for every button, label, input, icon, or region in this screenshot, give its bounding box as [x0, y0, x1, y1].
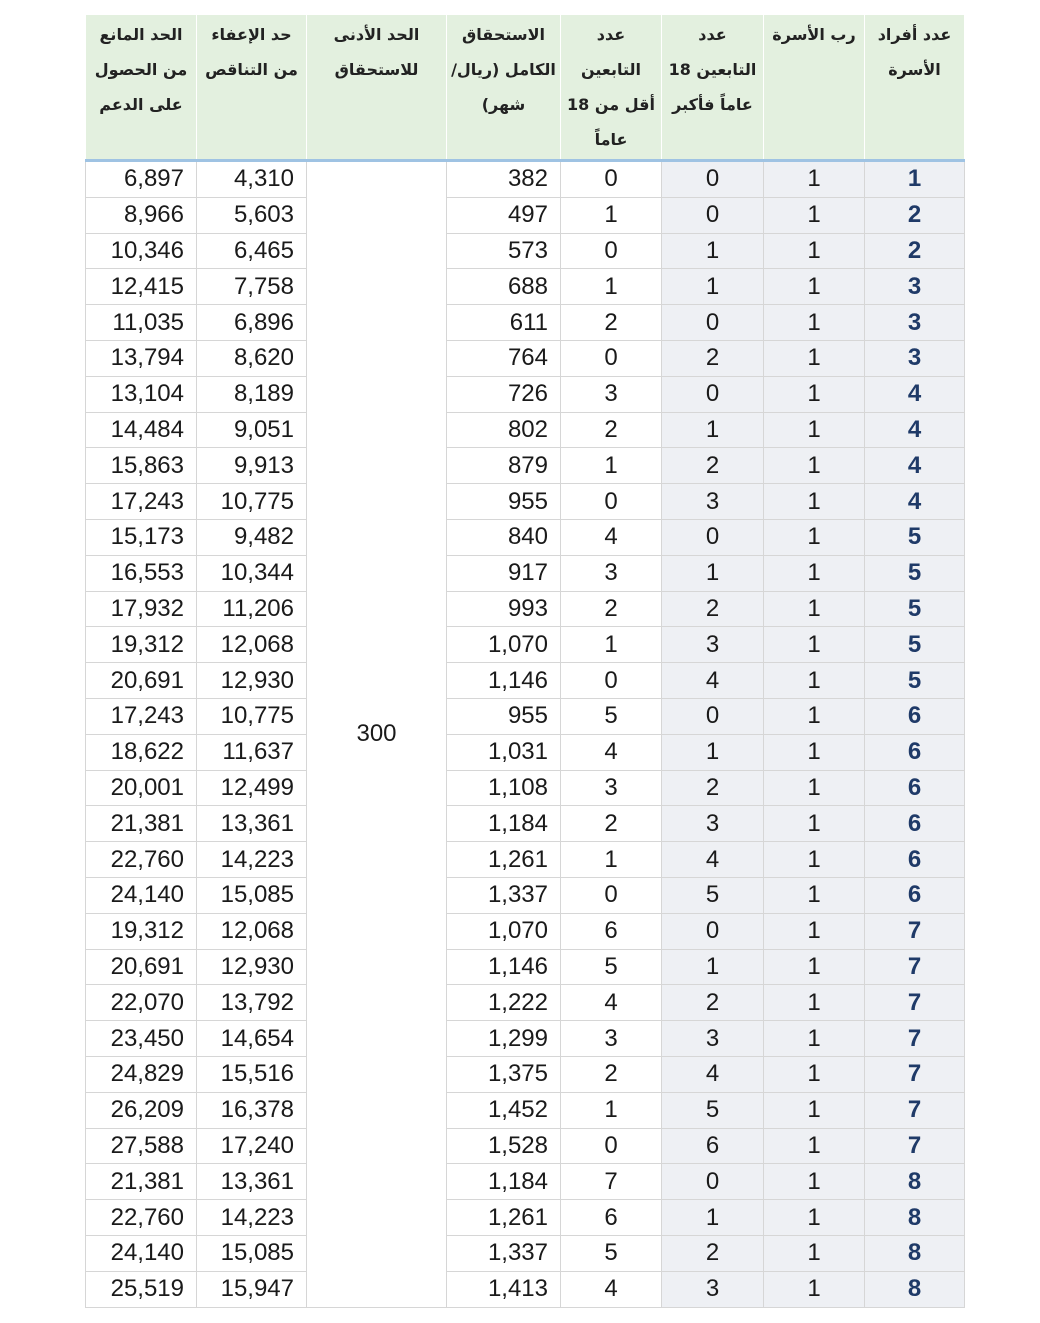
cell-dependents-18-plus: 3 [662, 806, 764, 842]
cell-head-of-family: 1 [764, 770, 865, 806]
cell-dependents-18-plus: 2 [662, 985, 764, 1021]
cell-full-entitlement: 955 [447, 698, 561, 734]
table-header-row [86, 15, 965, 161]
cell-family-size: 6 [865, 842, 965, 878]
cell-dependents-18-plus: 5 [662, 1092, 764, 1128]
cell-exclusion-limit: 21,381 [86, 806, 197, 842]
cell-dependents-under-18: 0 [561, 233, 662, 269]
cell-dependents-under-18: 6 [561, 913, 662, 949]
cell-exclusion-limit: 20,691 [86, 949, 197, 985]
cell-full-entitlement: 802 [447, 412, 561, 448]
cell-exclusion-limit: 8,966 [86, 197, 197, 233]
cell-head-of-family: 1 [764, 1128, 865, 1164]
cell-dependents-18-plus: 3 [662, 1271, 764, 1307]
cell-dependents-under-18: 3 [561, 555, 662, 591]
cell-head-of-family: 1 [764, 305, 865, 341]
cell-full-entitlement: 1,146 [447, 949, 561, 985]
cell-exemption-limit: 10,775 [197, 484, 307, 520]
cell-exemption-limit: 10,775 [197, 698, 307, 734]
header-minimum-entitlement: الحد الأدنى للاستحقاق [307, 15, 447, 161]
cell-family-size: 5 [865, 663, 965, 699]
cell-exemption-limit: 10,344 [197, 555, 307, 591]
cell-dependents-under-18: 1 [561, 197, 662, 233]
cell-dependents-under-18: 4 [561, 985, 662, 1021]
cell-exemption-limit: 11,637 [197, 734, 307, 770]
cell-full-entitlement: 879 [447, 448, 561, 484]
cell-dependents-18-plus: 1 [662, 1200, 764, 1236]
cell-dependents-under-18: 2 [561, 1056, 662, 1092]
cell-head-of-family: 1 [764, 806, 865, 842]
cell-dependents-18-plus: 2 [662, 340, 764, 376]
cell-exclusion-limit: 12,415 [86, 269, 197, 305]
cell-dependents-18-plus: 1 [662, 949, 764, 985]
cell-exemption-limit: 5,603 [197, 197, 307, 233]
cell-dependents-18-plus: 1 [662, 412, 764, 448]
cell-full-entitlement: 764 [447, 340, 561, 376]
cell-family-size: 8 [865, 1164, 965, 1200]
cell-dependents-under-18: 1 [561, 627, 662, 663]
table-row [86, 448, 965, 484]
cell-full-entitlement: 1,070 [447, 627, 561, 663]
cell-head-of-family: 1 [764, 1056, 865, 1092]
cell-full-entitlement: 917 [447, 555, 561, 591]
cell-head-of-family: 1 [764, 412, 865, 448]
cell-family-size: 7 [865, 985, 965, 1021]
cell-family-size: 7 [865, 949, 965, 985]
cell-head-of-family: 1 [764, 161, 865, 198]
cell-dependents-under-18: 0 [561, 340, 662, 376]
cell-dependents-under-18: 2 [561, 806, 662, 842]
cell-family-size: 6 [865, 770, 965, 806]
cell-family-size: 4 [865, 376, 965, 412]
cell-full-entitlement: 1,337 [447, 1235, 561, 1271]
cell-head-of-family: 1 [764, 627, 865, 663]
cell-head-of-family: 1 [764, 734, 865, 770]
cell-exclusion-limit: 24,829 [86, 1056, 197, 1092]
table-row [86, 1128, 965, 1164]
cell-head-of-family: 1 [764, 663, 865, 699]
cell-exclusion-limit: 27,588 [86, 1128, 197, 1164]
cell-family-size: 2 [865, 197, 965, 233]
cell-exclusion-limit: 23,450 [86, 1021, 197, 1057]
cell-head-of-family: 1 [764, 842, 865, 878]
cell-exemption-limit: 17,240 [197, 1128, 307, 1164]
table-row [86, 985, 965, 1021]
cell-exemption-limit: 7,758 [197, 269, 307, 305]
cell-dependents-under-18: 0 [561, 161, 662, 198]
cell-full-entitlement: 993 [447, 591, 561, 627]
cell-full-entitlement: 1,452 [447, 1092, 561, 1128]
cell-head-of-family: 1 [764, 877, 865, 913]
cell-exclusion-limit: 24,140 [86, 1235, 197, 1271]
table-row [86, 913, 965, 949]
cell-head-of-family: 1 [764, 1200, 865, 1236]
cell-dependents-18-plus: 5 [662, 877, 764, 913]
table-row [86, 233, 965, 269]
cell-dependents-18-plus: 4 [662, 842, 764, 878]
table-row [86, 1164, 965, 1200]
cell-dependents-18-plus: 0 [662, 519, 764, 555]
cell-dependents-under-18: 5 [561, 949, 662, 985]
cell-family-size: 5 [865, 555, 965, 591]
cell-exemption-limit: 14,654 [197, 1021, 307, 1057]
cell-dependents-under-18: 4 [561, 519, 662, 555]
cell-family-size: 5 [865, 627, 965, 663]
cell-exclusion-limit: 24,140 [86, 877, 197, 913]
cell-dependents-18-plus: 1 [662, 734, 764, 770]
cell-dependents-18-plus: 1 [662, 233, 764, 269]
cell-exemption-limit: 15,085 [197, 877, 307, 913]
cell-dependents-18-plus: 0 [662, 376, 764, 412]
cell-full-entitlement: 1,261 [447, 842, 561, 878]
cell-dependents-under-18: 5 [561, 1235, 662, 1271]
cell-dependents-18-plus: 2 [662, 770, 764, 806]
cell-family-size: 5 [865, 591, 965, 627]
cell-dependents-18-plus: 4 [662, 663, 764, 699]
cell-exemption-limit: 15,516 [197, 1056, 307, 1092]
cell-full-entitlement: 1,031 [447, 734, 561, 770]
table-row [86, 1092, 965, 1128]
cell-exclusion-limit: 14,484 [86, 412, 197, 448]
cell-dependents-18-plus: 6 [662, 1128, 764, 1164]
cell-family-size: 6 [865, 877, 965, 913]
cell-dependents-under-18: 1 [561, 448, 662, 484]
table-row [86, 412, 965, 448]
table-row [86, 663, 965, 699]
cell-exemption-limit: 12,068 [197, 627, 307, 663]
header-full-entitlement: الاستحقاق الكامل (ريال/شهر) [447, 15, 561, 161]
cell-exclusion-limit: 22,070 [86, 985, 197, 1021]
table-row [86, 806, 965, 842]
table-row [86, 340, 965, 376]
cell-exclusion-limit: 22,760 [86, 1200, 197, 1236]
cell-exemption-limit: 13,361 [197, 806, 307, 842]
table-row [86, 842, 965, 878]
cell-dependents-18-plus: 0 [662, 305, 764, 341]
cell-full-entitlement: 726 [447, 376, 561, 412]
cell-exclusion-limit: 17,243 [86, 698, 197, 734]
cell-family-size: 7 [865, 1128, 965, 1164]
cell-head-of-family: 1 [764, 376, 865, 412]
cell-family-size: 8 [865, 1200, 965, 1236]
cell-dependents-18-plus: 1 [662, 269, 764, 305]
cell-head-of-family: 1 [764, 1164, 865, 1200]
cell-head-of-family: 1 [764, 591, 865, 627]
cell-dependents-under-18: 6 [561, 1200, 662, 1236]
cell-dependents-under-18: 7 [561, 1164, 662, 1200]
cell-exemption-limit: 9,913 [197, 448, 307, 484]
cell-full-entitlement: 1,261 [447, 1200, 561, 1236]
cell-full-entitlement: 1,108 [447, 770, 561, 806]
cell-full-entitlement: 1,299 [447, 1021, 561, 1057]
cell-full-entitlement: 1,184 [447, 1164, 561, 1200]
cell-head-of-family: 1 [764, 340, 865, 376]
cell-full-entitlement: 573 [447, 233, 561, 269]
cell-full-entitlement: 611 [447, 305, 561, 341]
cell-dependents-under-18: 0 [561, 1128, 662, 1164]
cell-head-of-family: 1 [764, 519, 865, 555]
table-row [86, 519, 965, 555]
cell-dependents-under-18: 3 [561, 376, 662, 412]
header-dependents-under-18: عدد التابعين أقل من 18 عاماً [561, 15, 662, 161]
table-row [86, 1056, 965, 1092]
cell-exemption-limit: 14,223 [197, 1200, 307, 1236]
cell-full-entitlement: 955 [447, 484, 561, 520]
cell-full-entitlement: 1,413 [447, 1271, 561, 1307]
cell-full-entitlement: 1,070 [447, 913, 561, 949]
cell-full-entitlement: 1,528 [447, 1128, 561, 1164]
cell-dependents-under-18: 2 [561, 305, 662, 341]
cell-dependents-18-plus: 3 [662, 1021, 764, 1057]
cell-family-size: 3 [865, 269, 965, 305]
cell-exemption-limit: 16,378 [197, 1092, 307, 1128]
cell-family-size: 4 [865, 484, 965, 520]
cell-full-entitlement: 1,375 [447, 1056, 561, 1092]
cell-dependents-under-18: 0 [561, 484, 662, 520]
table-row [86, 1235, 965, 1271]
cell-full-entitlement: 497 [447, 197, 561, 233]
cell-family-size: 6 [865, 806, 965, 842]
cell-exclusion-limit: 17,932 [86, 591, 197, 627]
cell-exclusion-limit: 18,622 [86, 734, 197, 770]
cell-dependents-18-plus: 0 [662, 161, 764, 198]
header-exclusion-limit: الحد المانع من الحصول على الدعم [86, 15, 197, 161]
table-row [86, 1021, 965, 1057]
cell-exemption-limit: 12,499 [197, 770, 307, 806]
cell-exemption-limit: 11,206 [197, 591, 307, 627]
cell-dependents-under-18: 3 [561, 770, 662, 806]
cell-head-of-family: 1 [764, 1271, 865, 1307]
table-row [86, 269, 965, 305]
cell-exclusion-limit: 25,519 [86, 1271, 197, 1307]
cell-exemption-limit: 8,620 [197, 340, 307, 376]
cell-head-of-family: 1 [764, 269, 865, 305]
cell-family-size: 5 [865, 519, 965, 555]
cell-full-entitlement: 1,222 [447, 985, 561, 1021]
table-row [86, 1200, 965, 1236]
cell-exclusion-limit: 11,035 [86, 305, 197, 341]
cell-exemption-limit: 13,792 [197, 985, 307, 1021]
cell-family-size: 2 [865, 233, 965, 269]
cell-dependents-18-plus: 0 [662, 913, 764, 949]
cell-dependents-18-plus: 3 [662, 627, 764, 663]
cell-exclusion-limit: 16,553 [86, 555, 197, 591]
cell-exclusion-limit: 13,104 [86, 376, 197, 412]
cell-dependents-under-18: 1 [561, 842, 662, 878]
cell-family-size: 7 [865, 1092, 965, 1128]
table-row [86, 770, 965, 806]
cell-full-entitlement: 1,337 [447, 877, 561, 913]
cell-dependents-18-plus: 4 [662, 1056, 764, 1092]
table-row [86, 484, 965, 520]
table-row [86, 591, 965, 627]
cell-exclusion-limit: 15,173 [86, 519, 197, 555]
table-row [86, 1271, 965, 1307]
cell-head-of-family: 1 [764, 1092, 865, 1128]
cell-head-of-family: 1 [764, 698, 865, 734]
cell-exclusion-limit: 19,312 [86, 627, 197, 663]
header-family-size: عدد أفراد الأسرة [865, 15, 965, 161]
cell-family-size: 3 [865, 340, 965, 376]
cell-family-size: 4 [865, 412, 965, 448]
cell-dependents-18-plus: 2 [662, 448, 764, 484]
cell-exemption-limit: 12,930 [197, 949, 307, 985]
cell-exemption-limit: 9,051 [197, 412, 307, 448]
table-row [86, 305, 965, 341]
cell-dependents-under-18: 5 [561, 698, 662, 734]
cell-exemption-limit: 15,085 [197, 1235, 307, 1271]
header-exemption-limit: حد الإعفاء من التناقص [197, 15, 307, 161]
cell-exclusion-limit: 17,243 [86, 484, 197, 520]
table-row [86, 197, 965, 233]
cell-head-of-family: 1 [764, 233, 865, 269]
cell-head-of-family: 1 [764, 555, 865, 591]
cell-family-size: 3 [865, 305, 965, 341]
cell-family-size: 8 [865, 1235, 965, 1271]
support-table-container [85, 15, 964, 1308]
cell-family-size: 7 [865, 1021, 965, 1057]
cell-exclusion-limit: 20,691 [86, 663, 197, 699]
cell-dependents-18-plus: 1 [662, 555, 764, 591]
cell-exclusion-limit: 6,897 [86, 161, 197, 198]
cell-head-of-family: 1 [764, 1235, 865, 1271]
cell-dependents-18-plus: 0 [662, 197, 764, 233]
cell-family-size: 6 [865, 734, 965, 770]
cell-dependents-under-18: 1 [561, 1092, 662, 1128]
cell-family-size: 7 [865, 913, 965, 949]
cell-exclusion-limit: 20,001 [86, 770, 197, 806]
table-row [86, 376, 965, 412]
cell-dependents-18-plus: 2 [662, 591, 764, 627]
cell-family-size: 7 [865, 1056, 965, 1092]
cell-exemption-limit: 4,310 [197, 161, 307, 198]
cell-exemption-limit: 6,896 [197, 305, 307, 341]
cell-minimum-entitlement: 300 [307, 161, 447, 1308]
support-eligibility-table [85, 15, 965, 1308]
cell-exclusion-limit: 13,794 [86, 340, 197, 376]
table-row [86, 555, 965, 591]
cell-full-entitlement: 688 [447, 269, 561, 305]
header-dependents-18-plus: عدد التابعين 18 عاماً فأكبر [662, 15, 764, 161]
cell-exclusion-limit: 22,760 [86, 842, 197, 878]
cell-head-of-family: 1 [764, 484, 865, 520]
table-row [86, 627, 965, 663]
cell-exemption-limit: 14,223 [197, 842, 307, 878]
cell-dependents-under-18: 0 [561, 877, 662, 913]
cell-full-entitlement: 1,146 [447, 663, 561, 699]
cell-head-of-family: 1 [764, 448, 865, 484]
cell-full-entitlement: 1,184 [447, 806, 561, 842]
cell-head-of-family: 1 [764, 985, 865, 1021]
table-row [86, 877, 965, 913]
cell-dependents-under-18: 1 [561, 269, 662, 305]
cell-exclusion-limit: 19,312 [86, 913, 197, 949]
cell-head-of-family: 1 [764, 1021, 865, 1057]
cell-exclusion-limit: 10,346 [86, 233, 197, 269]
cell-exemption-limit: 6,465 [197, 233, 307, 269]
cell-head-of-family: 1 [764, 949, 865, 985]
header-head-of-family: رب الأسرة [764, 15, 865, 161]
cell-full-entitlement: 840 [447, 519, 561, 555]
cell-family-size: 4 [865, 448, 965, 484]
cell-exclusion-limit: 21,381 [86, 1164, 197, 1200]
table-row [86, 734, 965, 770]
cell-exemption-limit: 9,482 [197, 519, 307, 555]
cell-family-size: 6 [865, 698, 965, 734]
cell-dependents-18-plus: 2 [662, 1235, 764, 1271]
cell-exemption-limit: 15,947 [197, 1271, 307, 1307]
table-row [86, 949, 965, 985]
cell-exclusion-limit: 15,863 [86, 448, 197, 484]
table-row [86, 161, 965, 198]
cell-dependents-18-plus: 0 [662, 698, 764, 734]
cell-dependents-under-18: 4 [561, 1271, 662, 1307]
cell-head-of-family: 1 [764, 197, 865, 233]
cell-dependents-under-18: 2 [561, 412, 662, 448]
cell-dependents-under-18: 4 [561, 734, 662, 770]
cell-dependents-under-18: 2 [561, 591, 662, 627]
cell-family-size: 1 [865, 161, 965, 198]
cell-exemption-limit: 13,361 [197, 1164, 307, 1200]
cell-dependents-under-18: 0 [561, 663, 662, 699]
cell-family-size: 8 [865, 1271, 965, 1307]
table-row [86, 698, 965, 734]
cell-exemption-limit: 8,189 [197, 376, 307, 412]
cell-full-entitlement: 382 [447, 161, 561, 198]
cell-exclusion-limit: 26,209 [86, 1092, 197, 1128]
cell-dependents-18-plus: 3 [662, 484, 764, 520]
cell-dependents-under-18: 3 [561, 1021, 662, 1057]
cell-exemption-limit: 12,930 [197, 663, 307, 699]
cell-dependents-18-plus: 0 [662, 1164, 764, 1200]
cell-exemption-limit: 12,068 [197, 913, 307, 949]
cell-head-of-family: 1 [764, 913, 865, 949]
